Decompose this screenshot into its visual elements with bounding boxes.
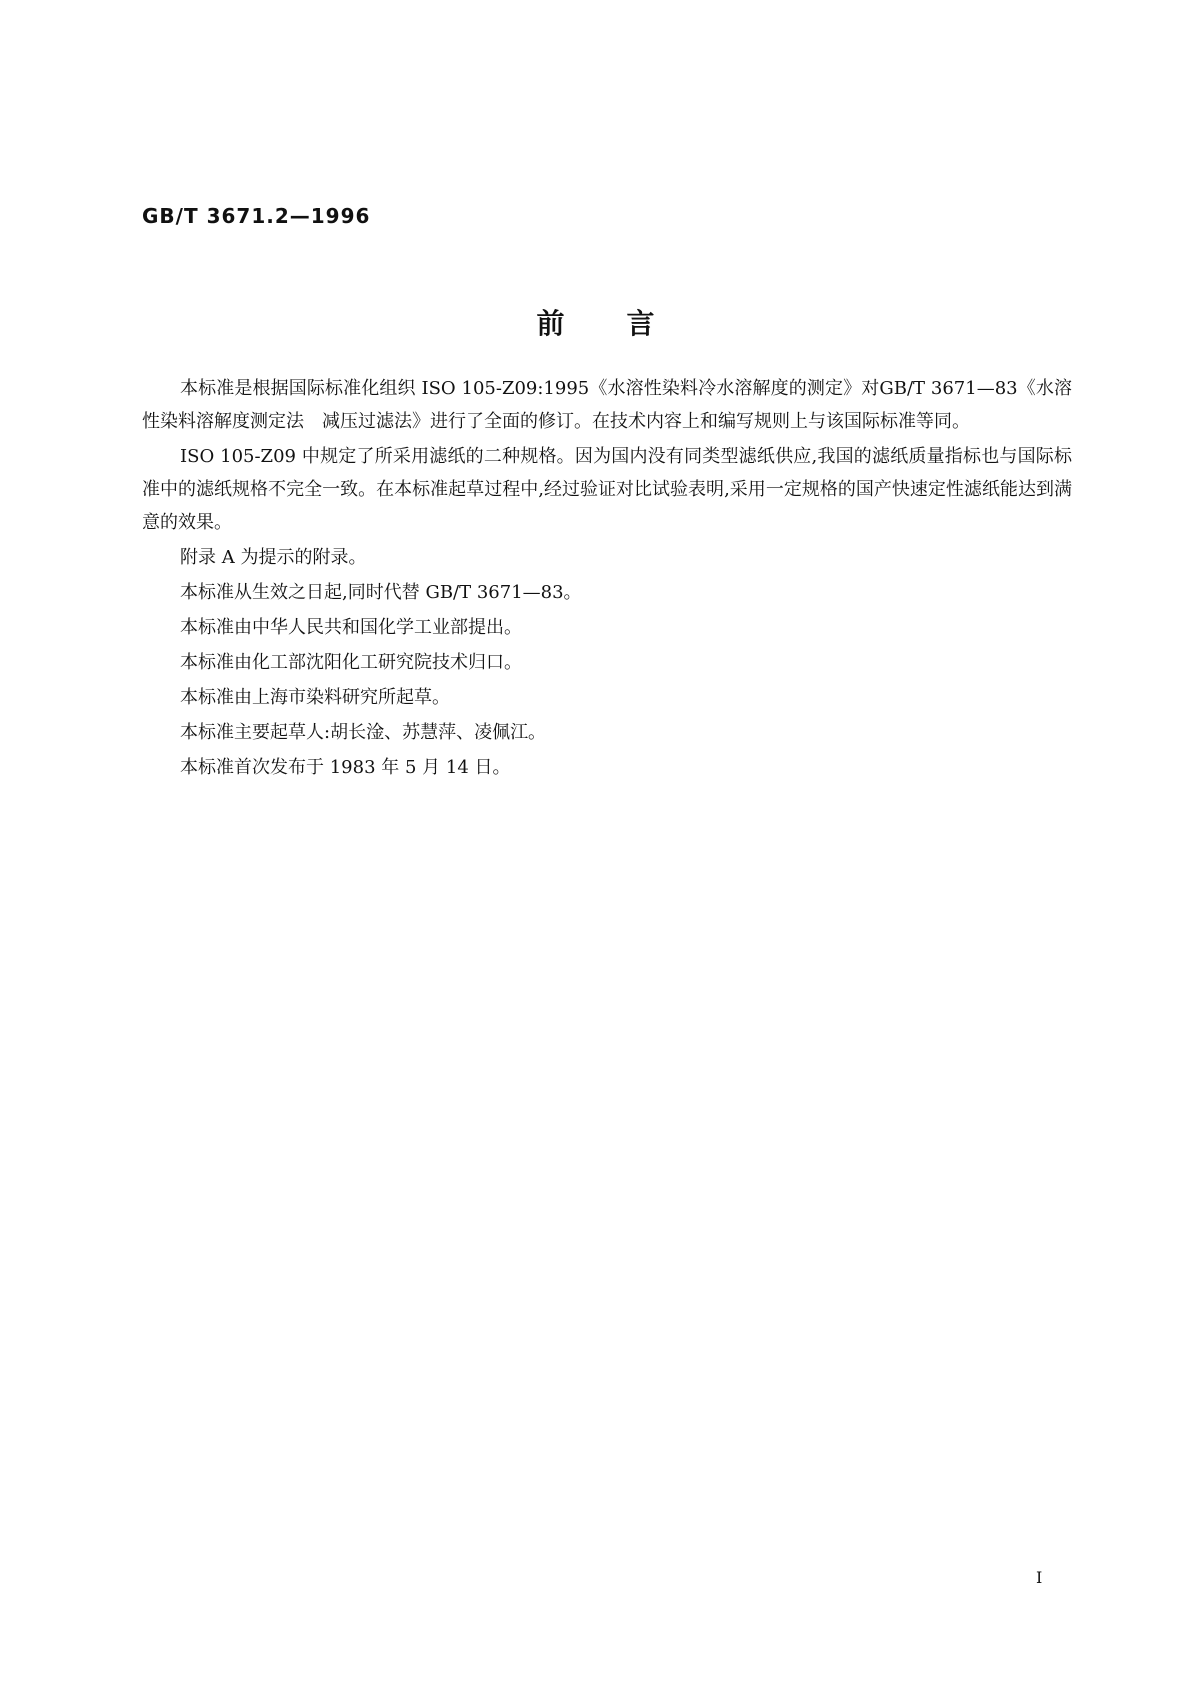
page-title: 前言 (536, 307, 717, 340)
page-number: I (1036, 1568, 1043, 1587)
standard-code: GB/T 3671.2—1996 (142, 204, 371, 228)
paragraph-drafters: 本标准主要起草人:胡长淦、苏慧萍、凌佩江。 (180, 722, 547, 743)
paragraph-filter-paper: ISO 105-Z09 中规定了所采用滤纸的二种规格。因为国内没有同类型滤纸供应,我国的滤纸质量指标也与国际标准中的滤纸规格不完全一致。在本标准起草过程中,经过验证对比试验表明,采用一定规格的国产快速定性滤纸能达到满意的效果。 (142, 446, 1072, 533)
paragraph-first-issued: 本标准首次发布于 1983 年 5 月 14 日。 (180, 757, 511, 778)
paragraph-revision-basis: 本标准是根据国际标准化组织 ISO 105-Z09:1995《水溶性染料冷水溶解度的测定》对GB/T 3671—83《水溶性染料溶解度测定法 减压过滤法》进行了全面的修订。在技术内容上和编写规则上与该国际标准等同。 (142, 378, 1072, 432)
paragraph-replaces: 本标准从生效之日起,同时代替 GB/T 3671—83。 (180, 582, 582, 603)
paragraph-drafted-by: 本标准由上海市染料研究所起草。 (180, 687, 450, 708)
paragraph-centralized-by: 本标准由化工部沈阳化工研究院技术归口。 (180, 652, 522, 673)
paragraph-proposed-by: 本标准由中华人民共和国化学工业部提出。 (180, 617, 522, 638)
paragraph-appendix: 附录 A 为提示的附录。 (180, 547, 367, 568)
foreword-body (142, 372, 1072, 786)
